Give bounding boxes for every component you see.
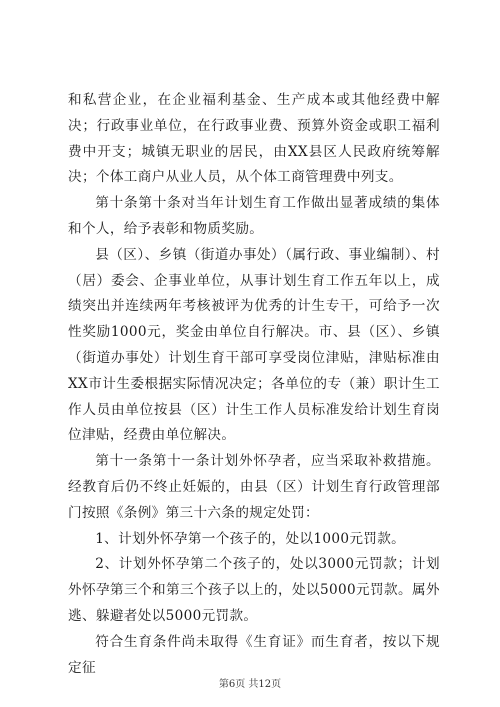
list-item-penalty-2: 2、计划外怀孕第二个孩子的，处以3000元罚款；计划外怀孕第三个和第三个孩子以上的，处以5000元罚款。属外逃、躲避者处以5000元罚款。 [68,556,440,624]
page-number-footer: 第6页 共12页 [218,679,282,690]
paragraph-birth-certificate: 符合生育条件尚未取得《生育证》而生育者，按以下规定征 [68,633,440,676]
paragraph-rewards: 县（区）、乡镇（街道办事处）（属行政、事业编制）、村（居）委会、企事业单位，从事计划生育工作五年以上，成绩突出并连续两年考核被评为优秀的计生专干，可给予一次性奖励1000元，奖金由单位自行解决。市、县（区）、乡镇（街道办事处）计划生育干部可享受岗位津贴，津贴标准由XX市计生委根据实际情况决定；各单位的专（兼）职计生工作人员由单位按县（区）计生工作人员标准发给计划生育岗位津贴，经费由单位解决。 [68,246,440,444]
paragraph-continuation: 和私营企业，在企业福利基金、生产成本或其他经费中解决；行政事业单位，在行政事业费、预算外资金或职工福利费中开支；城镇无职业的居民，由XX县区人民政府统筹解决；个体工商户从业人员，从个体工商管理费中列支。 [68,92,440,186]
document-body [68,88,440,681]
list-item-penalty-1: 1、计划外怀孕第一个孩子的，处以1000元罚款。 [95,530,406,547]
paragraph-article-11: 第十一条第十一条计划外怀孕者，应当采取补救措施。经教育后仍不终止妊娠的，由县（区）计划生育行政管理部门按照《条例》第三十六条的规定处罚： [68,453,440,521]
paragraph-article-10: 第十条第十条对当年计划生育工作做出显著成绩的集体和个人，给予表彰和物质奖励。 [68,195,440,237]
